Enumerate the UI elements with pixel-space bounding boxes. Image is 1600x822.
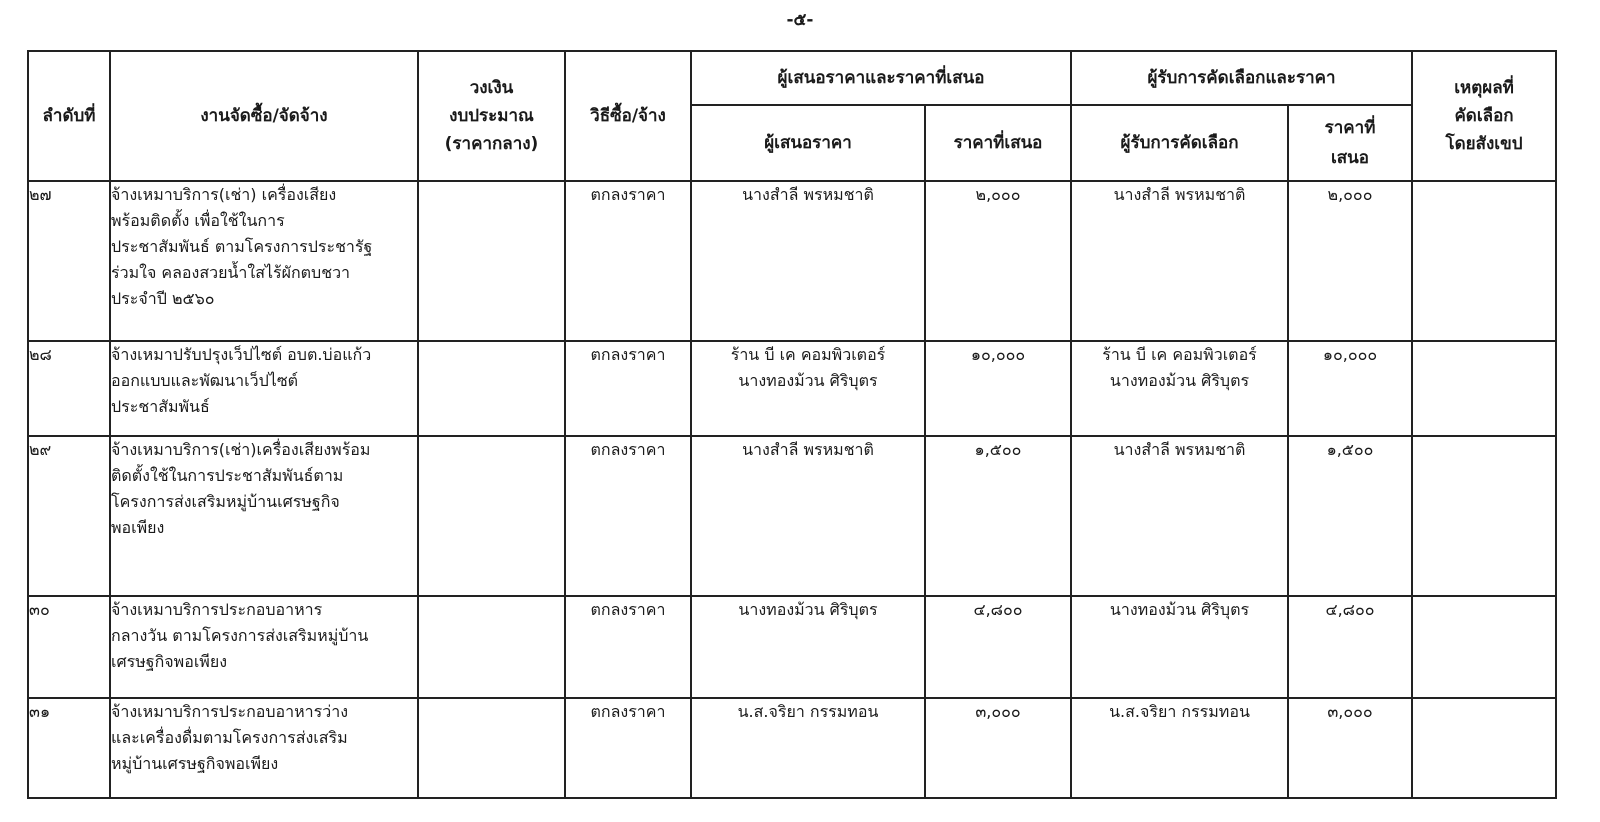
table-row [28, 181, 1556, 341]
row-item [110, 698, 418, 798]
row-selected-price: ๔,๘๐๐ [1288, 596, 1412, 698]
row-number: ๒๗ [28, 181, 110, 341]
item-line: และเครื่องดื่มตามโครงการส่งเสริม [111, 728, 348, 747]
item-line: พร้อมติดตั้ง เพื่อใช้ในการ [111, 211, 285, 230]
row-item [110, 436, 418, 596]
header-budget [418, 51, 565, 181]
item-line: พอเพียง [111, 518, 165, 537]
row-selected-price: ๑๐,๐๐๐ [1288, 341, 1412, 436]
header-selected-group: ผู้รับการคัดเลือกและราคา [1071, 51, 1412, 105]
bidder-line: นางสำลี พรหมชาติ [742, 185, 874, 204]
item-line: โครงการส่งเสริมหมู่บ้านเศรษฐกิจ [111, 492, 340, 511]
row-method: ตกลงราคา [565, 341, 691, 436]
row-number: ๒๙ [28, 436, 110, 596]
bidder-line: นางทองม้วน ศิริบุตร [738, 600, 878, 619]
selected-line: นางทองม้วน ศิริบุตร [1109, 600, 1250, 619]
bidder-line: นางทองม้วน ศิริบุตร [738, 371, 878, 390]
table-row [28, 698, 1556, 798]
row-bidder [691, 341, 925, 436]
header-bidders-group: ผู้เสนอราคาและราคาที่เสนอ [691, 51, 1071, 105]
row-bid-price: ๒,๐๐๐ [925, 181, 1071, 341]
header-reason [1412, 51, 1556, 181]
row-reason [1412, 181, 1556, 341]
selected-line: ร้าน บี เค คอมพิวเตอร์ [1102, 345, 1257, 364]
header-bidder: ผู้เสนอราคา [691, 105, 925, 181]
row-number: ๓๐ [28, 596, 110, 698]
page-number: -๕- [786, 10, 814, 30]
selected-line: นางสำลี พรหมชาติ [1113, 440, 1246, 459]
header-method: วิธีซื้อ/จ้าง [565, 51, 691, 181]
row-number: ๒๘ [28, 341, 110, 436]
item-line: ประชาสัมพันธ์ ตามโครงการประชารัฐ [111, 237, 373, 256]
row-selected [1071, 181, 1288, 341]
table-row [28, 596, 1556, 698]
item-line: ร่วมใจ คลองสวยน้ำใสไร้ผักตบชวา [111, 263, 351, 282]
row-item [110, 181, 418, 341]
row-bidder [691, 596, 925, 698]
row-budget [418, 341, 565, 436]
row-reason [1412, 341, 1556, 436]
row-reason [1412, 698, 1556, 798]
row-budget [418, 181, 565, 341]
item-line: กลางวัน ตามโครงการส่งเสริมหมู่บ้าน [111, 626, 369, 645]
procurement-table [27, 50, 1557, 799]
row-method: ตกลงราคา [565, 698, 691, 798]
row-item [110, 596, 418, 698]
item-line: จ้างเหมาบริการ(เช่า) เครื่องเสียง [111, 185, 337, 204]
row-budget [418, 698, 565, 798]
table-row [28, 341, 1556, 436]
header-reason-line: โดยสังเขป [1445, 134, 1523, 154]
row-selected [1071, 341, 1288, 436]
row-bidder [691, 436, 925, 596]
row-selected [1071, 596, 1288, 698]
row-selected-price: ๑,๕๐๐ [1288, 436, 1412, 596]
row-method: ตกลงราคา [565, 436, 691, 596]
row-selected-price: ๓,๐๐๐ [1288, 698, 1412, 798]
row-reason [1412, 596, 1556, 698]
row-selected [1071, 698, 1288, 798]
item-line: จ้างเหมาบริการประกอบอาหารว่าง [111, 702, 349, 721]
header-budget-line: (ราคากลาง) [444, 134, 539, 154]
item-line: ติดตั้งใช้ในการประชาสัมพันธ์ตาม [111, 466, 344, 485]
row-bid-price: ๔,๘๐๐ [925, 596, 1071, 698]
bidder-line: นางสำลี พรหมชาติ [742, 440, 874, 459]
header-budget-line: วงเงิน [469, 78, 514, 98]
bidder-line: น.ส.จริยา กรรมทอน [737, 702, 879, 721]
item-line: จ้างเหมาปรับปรุงเว็ปไซต์ อบต.บ่อแก้ว [111, 345, 372, 364]
selected-line: น.ส.จริยา กรรมทอน [1109, 702, 1250, 721]
header-budget-line: งบประมาณ [449, 106, 534, 126]
row-bid-price: ๓,๐๐๐ [925, 698, 1071, 798]
item-line: หมู่บ้านเศรษฐกิจพอเพียง [111, 754, 279, 773]
item-line: จ้างเหมาบริการประกอบอาหาร [111, 600, 323, 619]
selected-line: นางสำลี พรหมชาติ [1113, 185, 1246, 204]
header-reason-line: คัดเลือก [1454, 106, 1514, 126]
item-line: เศรษฐกิจพอเพียง [111, 652, 228, 671]
item-line: ออกแบบและพัฒนาเว็ปไซต์ [111, 371, 299, 390]
header-selected-price-line: เสนอ [1330, 148, 1370, 168]
item-line: จ้างเหมาบริการ(เช่า)เครื่องเสียงพร้อม [111, 440, 371, 459]
header-selected-price [1288, 105, 1412, 181]
header-no: ลำดับที่ [28, 51, 110, 181]
row-budget [418, 436, 565, 596]
row-bidder [691, 698, 925, 798]
row-reason [1412, 436, 1556, 596]
item-line: ประชาสัมพันธ์ [111, 397, 210, 416]
header-reason-line: เหตุผลที่ [1454, 78, 1514, 98]
row-number: ๓๑ [28, 698, 110, 798]
bidder-line: ร้าน บี เค คอมพิวเตอร์ [730, 345, 886, 364]
item-line: ประจำปี ๒๕๖๐ [111, 289, 215, 308]
row-bidder [691, 181, 925, 341]
row-selected-price: ๒,๐๐๐ [1288, 181, 1412, 341]
row-item [110, 341, 418, 436]
row-selected [1071, 436, 1288, 596]
table-row [28, 436, 1556, 596]
row-method: ตกลงราคา [565, 181, 691, 341]
header-selected: ผู้รับการคัดเลือก [1071, 105, 1288, 181]
header-selected-price-line: ราคาที่ [1324, 118, 1376, 138]
row-method: ตกลงราคา [565, 596, 691, 698]
header-item: งานจัดซื้อ/จัดจ้าง [110, 51, 418, 181]
row-budget [418, 596, 565, 698]
row-bid-price: ๑,๕๐๐ [925, 436, 1071, 596]
row-bid-price: ๑๐,๐๐๐ [925, 341, 1071, 436]
selected-line: นางทองม้วน ศิริบุตร [1109, 371, 1250, 390]
header-bid-price: ราคาที่เสนอ [925, 105, 1071, 181]
